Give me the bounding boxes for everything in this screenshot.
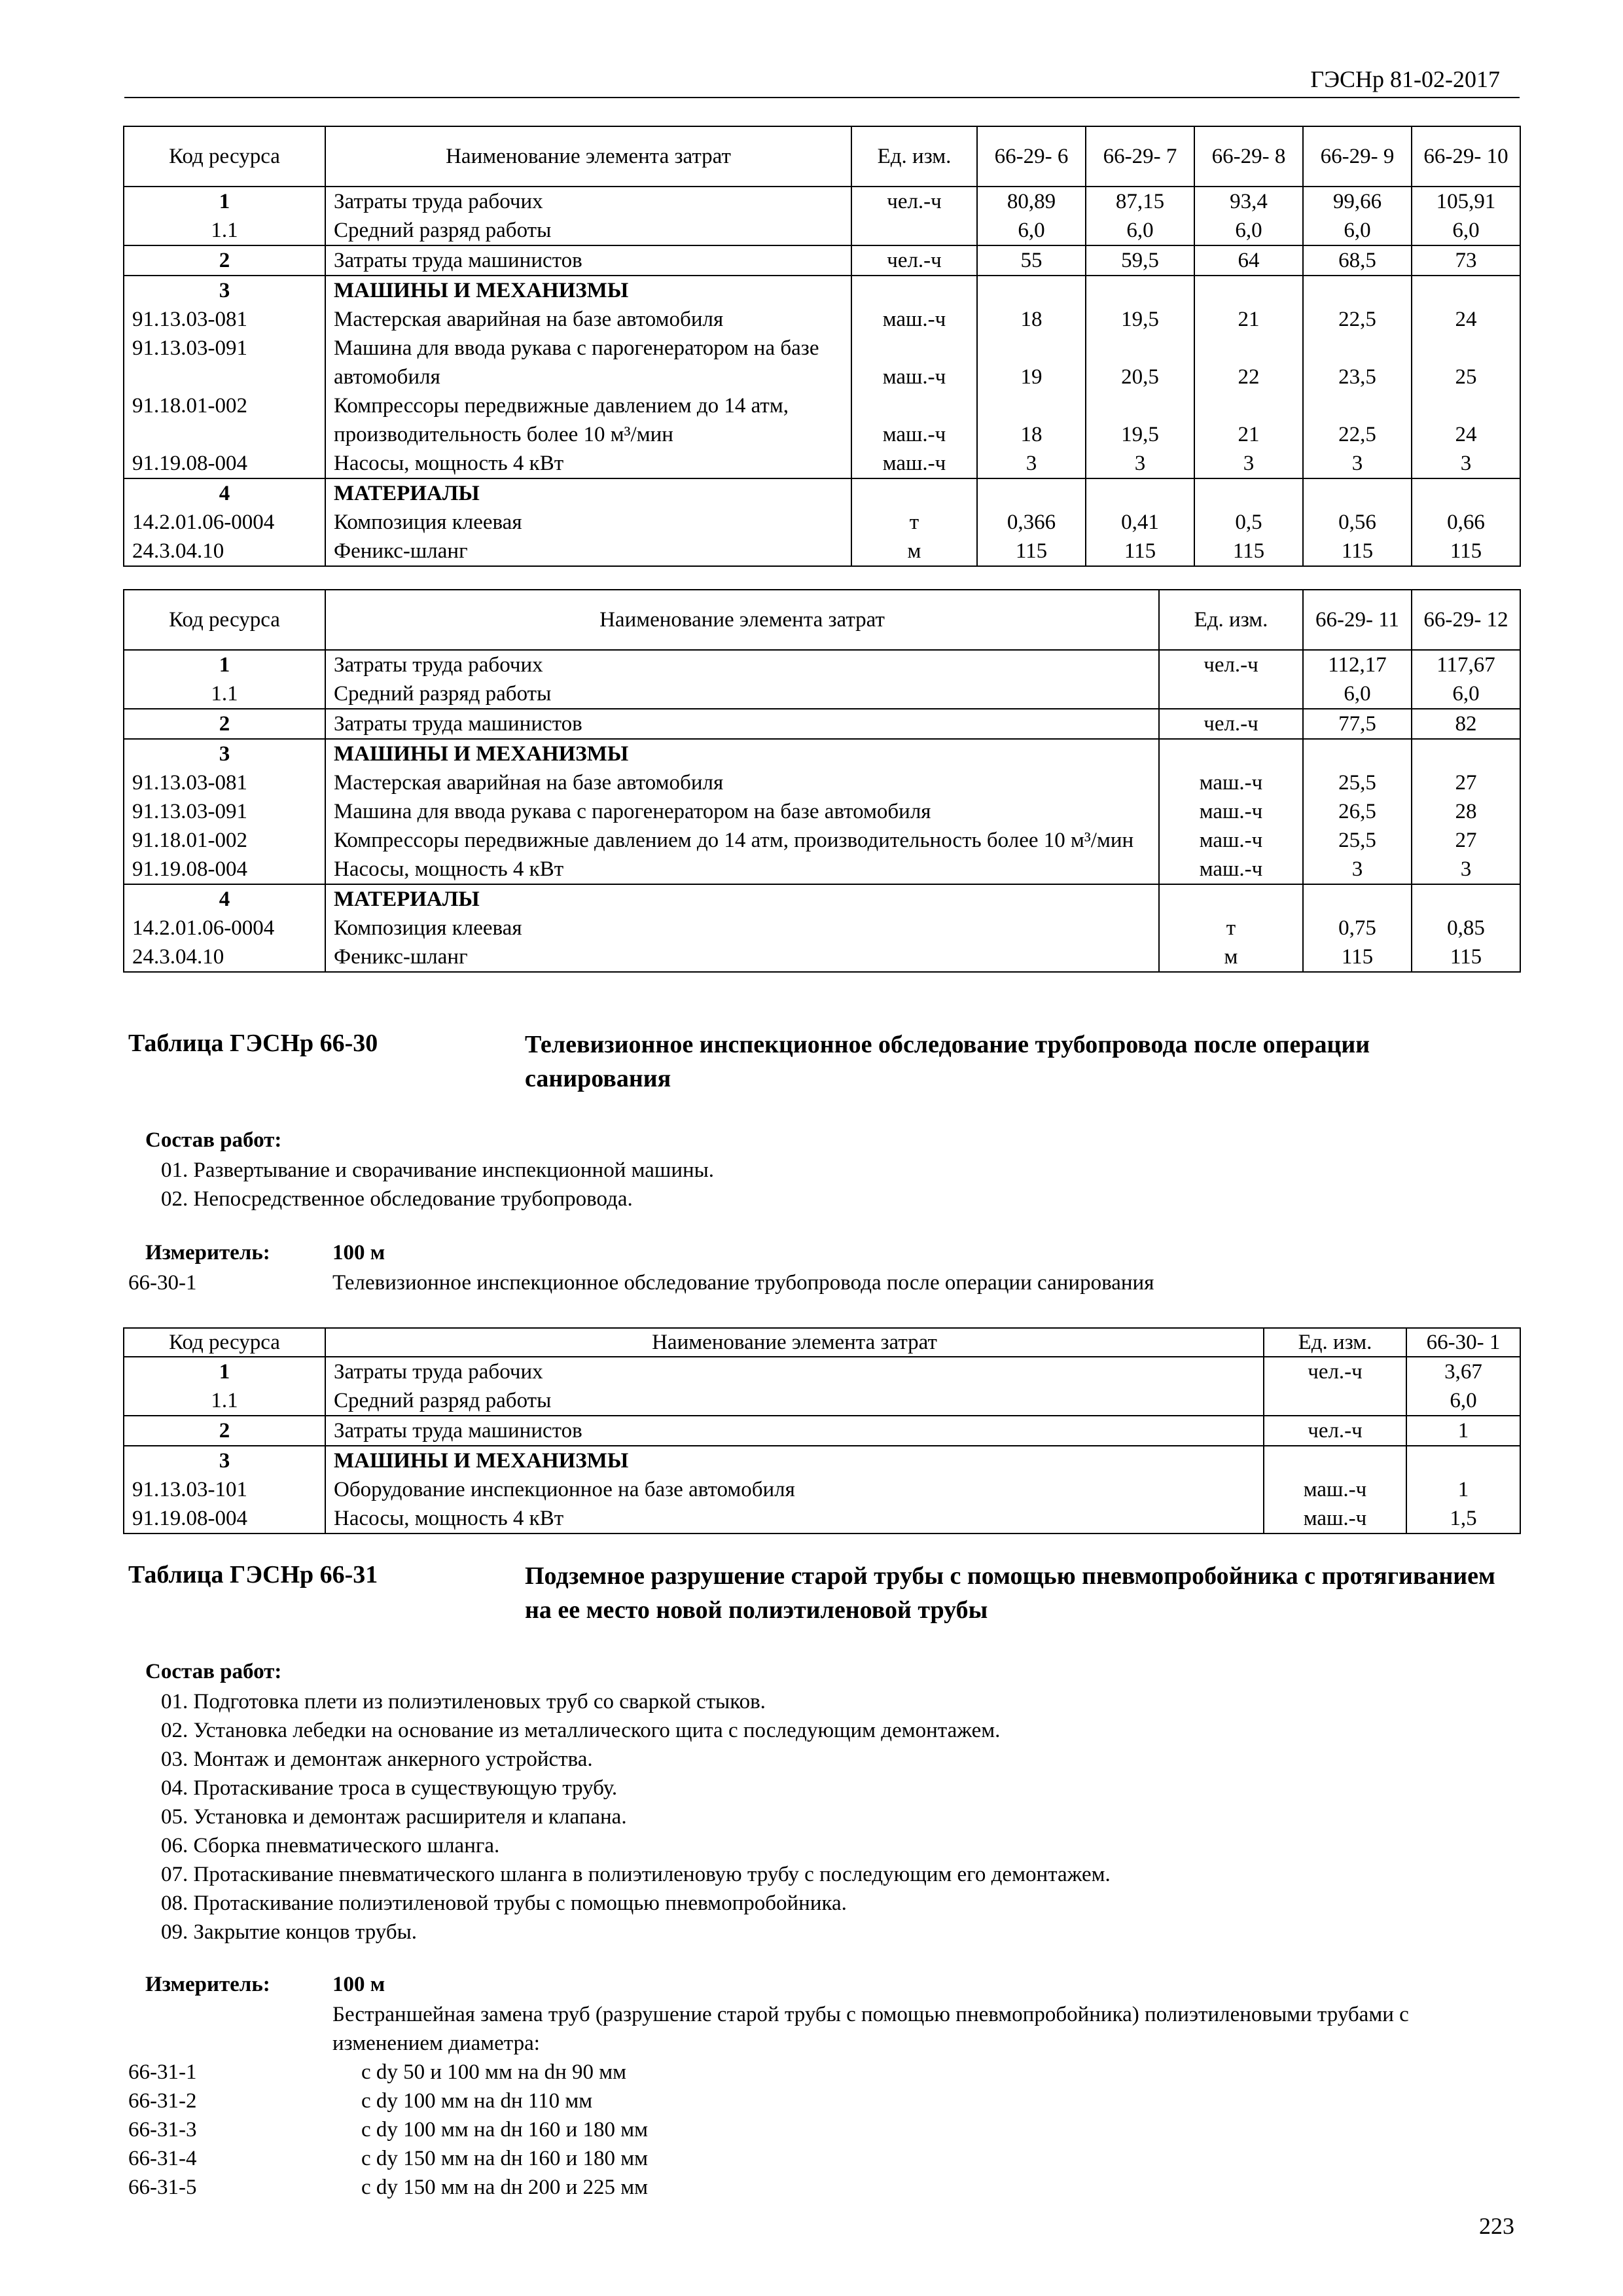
resource-unit [851,216,977,245]
column-header: Код ресурса [124,126,325,187]
table-row [124,914,1520,942]
resource-value: 19,5 [1086,305,1194,334]
resource-value: 64 [1194,245,1303,276]
resource-name: Средний разряд работы [325,216,851,245]
resource-value: 112,17 [1303,650,1412,679]
table-row [124,739,1520,768]
resource-code: 24.3.04.10 [124,942,325,972]
resource-code: 91.18.01-002 [124,391,325,449]
table-row [124,449,1520,478]
list-item [128,2087,1044,2115]
header-rule [124,97,1520,98]
resource-table-66-29-6-10 [123,126,1521,567]
resource-value [1194,478,1303,508]
resource-name: Средний разряд работы [325,1386,1264,1416]
resource-code: 3 [124,739,325,768]
item-code: 66-31-5 [128,2176,197,2199]
resource-unit: м [1159,942,1303,972]
resource-value [1303,276,1412,305]
resource-name: Затраты труда рабочих [325,187,851,216]
work-step: 09. Закрытие концов трубы. [161,1920,418,1944]
resource-value: 87,15 [1086,187,1194,216]
resource-value: 3 [1194,449,1303,478]
meter-desc-66-31: Бестраншейная замена труб (разрушение старой трубы с помощью пневмопробойника) полиэтиленовыми трубами с изменением диаметра: [332,2003,1409,2055]
works-label-66-31: Состав работ: [145,1660,282,1683]
column-header: Наименование элемента затрат [325,126,851,187]
resource-code: 1.1 [124,216,325,245]
resource-code: 4 [124,884,325,914]
resource-value: 115 [1303,942,1412,972]
page-number: 223 [1479,2213,1514,2239]
list-item [128,2115,1044,2144]
resource-code: 91.19.08-004 [124,1504,325,1534]
resource-unit: чел.-ч [1264,1416,1406,1446]
resource-code: 4 [124,478,325,508]
resource-unit [851,478,977,508]
resource-unit: маш.-ч [851,334,977,391]
table-row [124,391,1520,449]
resource-unit [1264,1446,1406,1475]
resource-name: Мастерская аварийная на базе автомобиля [325,305,851,334]
item-code-66-30-1: 66-30-1 [128,1271,197,1295]
resource-value: 23,5 [1303,334,1412,391]
resource-value: 19,5 [1086,391,1194,449]
table-row [124,537,1520,566]
resource-code: 91.19.08-004 [124,449,325,478]
item-code: 66-31-4 [128,2147,197,2170]
resource-value [1406,1446,1520,1475]
column-header: 66-29- 10 [1412,126,1520,187]
work-step: 02. Установка лебедки на основание из металлического щита с последующим демонтажем. [161,1719,1001,1742]
resource-name: Затраты труда машинистов [325,245,851,276]
resource-code: 1 [124,187,325,216]
work-step: 02. Непосредственное обследование трубопровода. [161,1187,633,1211]
resource-name: МАШИНЫ И МЕХАНИЗМЫ [325,276,851,305]
resource-code: 14.2.01.06-0004 [124,508,325,537]
resource-unit: м [851,537,977,566]
resource-unit: маш.-ч [1264,1475,1406,1504]
resource-value: 22 [1194,334,1303,391]
resource-unit: маш.-ч [1159,826,1303,855]
resource-value [1412,478,1520,508]
item-code: 66-31-1 [128,2060,197,2084]
resource-value: 6,0 [977,216,1086,245]
resource-name: Машина для ввода рукава с парогенератором на базе автомобиля [325,797,1159,826]
resource-value: 27 [1412,826,1520,855]
resource-unit: маш.-ч [851,449,977,478]
resource-name: Затраты труда машинистов [325,709,1159,739]
work-step: 01. Подготовка плети из полиэтиленовых труб со сваркой стыков. [161,1690,766,1713]
resource-code: 24.3.04.10 [124,537,325,566]
resource-value: 59,5 [1086,245,1194,276]
table-label-66-30: Таблица ГЭСНр 66-30 [128,1030,378,1057]
column-header: 66-29- 6 [977,126,1086,187]
table-row [124,508,1520,537]
works-list-66-30 [161,1156,714,1213]
resource-name: Насосы, мощность 4 кВт [325,449,851,478]
resource-value: 6,0 [1412,216,1520,245]
resource-code: 91.13.03-081 [124,768,325,797]
meter-label-66-30: Измеритель: [145,1241,270,1265]
table-row [124,768,1520,797]
column-header: 66-29- 12 [1412,590,1520,650]
resource-value: 0,5 [1194,508,1303,537]
column-header: Наименование элемента затрат [325,590,1159,650]
works-label-66-30: Состав работ: [145,1128,282,1152]
list-item [128,2058,1044,2087]
resource-name: Компрессоры передвижные давлением до 14 атм, производительность более 10 м³/мин [325,826,1159,855]
resource-unit: чел.-ч [1159,650,1303,679]
resource-value: 28 [1412,797,1520,826]
resource-value: 25,5 [1303,768,1412,797]
work-step: 07. Протаскивание пневматического шланга в полиэтиленовую трубу с последующим его демонтажем. [161,1863,1111,1886]
resource-unit [1159,739,1303,768]
table-row [124,1357,1520,1386]
resource-value: 3 [977,449,1086,478]
column-header: 66-29- 7 [1086,126,1194,187]
resource-code: 1 [124,1357,325,1386]
resource-value: 99,66 [1303,187,1412,216]
table-row [124,679,1520,709]
resource-value: 19 [977,334,1086,391]
work-step: 06. Сборка пневматического шланга. [161,1834,500,1857]
resource-value: 3 [1412,855,1520,884]
resource-value: 21 [1194,391,1303,449]
section-title-66-31: Подземное разрушение старой трубы с помощью пневмопробойника с протягиванием на ее место новой полиэтиленовой трубы [525,1562,1495,1624]
meter-value-66-31: 100 м [332,1973,385,1996]
resource-value: 26,5 [1303,797,1412,826]
table-row [124,478,1520,508]
resource-unit: чел.-ч [851,187,977,216]
table-row [124,1504,1520,1534]
resource-value: 0,75 [1303,914,1412,942]
resource-name: Компрессоры передвижные давлением до 14 атм, производительность более 10 м³/мин [325,391,851,449]
item-desc: с dy 50 и 100 мм на dн 90 мм [361,2060,627,2084]
column-header: Код ресурса [124,590,325,650]
resource-unit: маш.-ч [1159,768,1303,797]
resource-name: Машина для ввода рукава с парогенератором на базе автомобиля [325,334,851,391]
resource-value [1086,276,1194,305]
resource-code: 91.13.03-101 [124,1475,325,1504]
table-row [124,709,1520,739]
resource-value: 80,89 [977,187,1086,216]
resource-value [1194,276,1303,305]
resource-value: 21 [1194,305,1303,334]
meter-label-66-31: Измеритель: [145,1973,270,1996]
resource-unit: чел.-ч [851,245,977,276]
resource-value: 115 [1086,537,1194,566]
resource-name: МАТЕРИАЛЫ [325,884,1159,914]
table-row [124,884,1520,914]
resource-value [1412,739,1520,768]
resource-value: 20,5 [1086,334,1194,391]
table-row [124,797,1520,826]
resource-value: 6,0 [1303,216,1412,245]
resource-value [1412,276,1520,305]
resource-value: 115 [1412,537,1520,566]
resource-unit [1159,679,1303,709]
resource-value: 0,366 [977,508,1086,537]
resource-table-66-30-1 [123,1327,1521,1534]
resource-unit: т [851,508,977,537]
resource-unit [1264,1386,1406,1416]
resource-value [977,276,1086,305]
item-code: 66-31-2 [128,2089,197,2113]
table-row [124,216,1520,245]
resource-name: Феникс-шланг [325,942,1159,972]
resource-unit: чел.-ч [1159,709,1303,739]
resource-value: 3 [1412,449,1520,478]
resource-value: 0,85 [1412,914,1520,942]
resource-name: Композиция клеевая [325,508,851,537]
resource-unit: маш.-ч [1264,1504,1406,1534]
table-row [124,650,1520,679]
resource-name: Феникс-шланг [325,537,851,566]
section-title-66-30: Телевизионное инспекционное обследование трубопровода после операции санирования [525,1031,1370,1092]
table-row [124,1475,1520,1504]
resource-code: 1 [124,650,325,679]
resource-value [1303,884,1412,914]
resource-value: 25 [1412,334,1520,391]
column-header: 66-29- 11 [1303,590,1412,650]
resource-name: Затраты труда рабочих [325,1357,1264,1386]
resource-value: 25,5 [1303,826,1412,855]
resource-unit: чел.-ч [1264,1357,1406,1386]
table-row [124,1446,1520,1475]
resource-value: 27 [1412,768,1520,797]
resource-code: 1.1 [124,679,325,709]
resource-code: 91.18.01-002 [124,826,325,855]
resource-value: 0,41 [1086,508,1194,537]
resource-value: 0,56 [1303,508,1412,537]
resource-value: 82 [1412,709,1520,739]
resource-value: 22,5 [1303,391,1412,449]
resource-value: 1,5 [1406,1504,1520,1534]
resource-code: 2 [124,245,325,276]
column-header: Наименование элемента затрат [325,1328,1264,1357]
resource-unit [1159,884,1303,914]
resource-unit: маш.-ч [1159,855,1303,884]
table-row [124,826,1520,855]
resource-unit: маш.-ч [1159,797,1303,826]
resource-name: Насосы, мощность 4 кВт [325,1504,1264,1534]
resource-name: Оборудование инспекционное на базе автомобиля [325,1475,1264,1504]
resource-code: 91.13.03-091 [124,797,325,826]
item-desc: с dy 100 мм на dн 110 мм [361,2089,593,2113]
work-step: 08. Протаскивание полиэтиленовой трубы с помощью пневмопробойника. [161,1892,847,1915]
document-code: ГЭСНр 81-02-2017 [1310,66,1500,92]
resource-value: 115 [977,537,1086,566]
resource-value [1303,739,1412,768]
resource-value: 3 [1303,449,1412,478]
resource-value: 68,5 [1303,245,1412,276]
resource-name: Средний разряд работы [325,679,1159,709]
resource-value: 24 [1412,391,1520,449]
resource-value: 55 [977,245,1086,276]
table-row [124,245,1520,276]
resource-value: 1 [1406,1475,1520,1504]
resource-name: МАШИНЫ И МЕХАНИЗМЫ [325,739,1159,768]
column-header: 66-29- 9 [1303,126,1412,187]
resource-unit: маш.-ч [851,305,977,334]
item-desc: с dy 150 мм на dн 160 и 180 мм [361,2147,649,2170]
resource-name: Затраты труда рабочих [325,650,1159,679]
resource-value [977,478,1086,508]
resource-name: Насосы, мощность 4 кВт [325,855,1159,884]
resource-code: 3 [124,1446,325,1475]
resource-unit: маш.-ч [851,391,977,449]
table-row [124,305,1520,334]
list-item [128,2173,1044,2202]
list-item [128,2144,1044,2173]
column-header: Код ресурса [124,1328,325,1357]
resource-value: 115 [1412,942,1520,972]
meter-value-66-30: 100 м [332,1241,385,1265]
resource-value: 1 [1406,1416,1520,1446]
item-code: 66-31-3 [128,2118,197,2142]
resource-code: 2 [124,1416,325,1446]
resource-value: 18 [977,391,1086,449]
resource-unit: т [1159,914,1303,942]
resource-name: МАТЕРИАЛЫ [325,478,851,508]
table-label-66-31: Таблица ГЭСНр 66-31 [128,1561,378,1588]
table-row [124,942,1520,972]
resource-value: 115 [1303,537,1412,566]
resource-value: 117,67 [1412,650,1520,679]
resource-value: 73 [1412,245,1520,276]
resource-table-66-29-11-12 [123,589,1521,973]
resource-code: 3 [124,276,325,305]
works-list-66-31 [161,1687,1111,1946]
resource-code: 91.13.03-081 [124,305,325,334]
work-step: 03. Монтаж и демонтаж анкерного устройства. [161,1748,593,1771]
column-header: Ед. изм. [1159,590,1303,650]
resource-value: 105,91 [1412,187,1520,216]
table-row [124,276,1520,305]
item-desc-66-30-1: Телевизионное инспекционное обследование трубопровода после операции санирования [332,1271,1154,1295]
resource-value: 6,0 [1406,1386,1520,1416]
column-header: Ед. изм. [851,126,977,187]
resource-value [1086,478,1194,508]
resource-code: 14.2.01.06-0004 [124,914,325,942]
resource-value: 93,4 [1194,187,1303,216]
resource-code: 91.19.08-004 [124,855,325,884]
resource-value: 3 [1086,449,1194,478]
resource-value: 6,0 [1412,679,1520,709]
table-row [124,334,1520,391]
resource-value: 3 [1303,855,1412,884]
column-header: 66-30- 1 [1406,1328,1520,1357]
resource-code: 1.1 [124,1386,325,1416]
resource-name: МАШИНЫ И МЕХАНИЗМЫ [325,1446,1264,1475]
table-row [124,855,1520,884]
column-header: Ед. изм. [1264,1328,1406,1357]
work-step: 05. Установка и демонтаж расширителя и клапана. [161,1805,627,1829]
work-step: 01. Развертывание и сворачивание инспекционной машины. [161,1158,715,1182]
resource-value: 6,0 [1194,216,1303,245]
table-row [124,1416,1520,1446]
resource-value: 24 [1412,305,1520,334]
resource-value: 3,67 [1406,1357,1520,1386]
item-desc: с dy 150 мм на dн 200 и 225 мм [361,2176,649,2199]
resource-name: Мастерская аварийная на базе автомобиля [325,768,1159,797]
table-row [124,1386,1520,1416]
resource-name: Затраты труда машинистов [325,1416,1264,1446]
resource-name: Композиция клеевая [325,914,1159,942]
resource-value: 115 [1194,537,1303,566]
resource-value [1412,884,1520,914]
work-step: 04. Протаскивание троса в существующую трубу. [161,1776,618,1800]
resource-value: 6,0 [1303,679,1412,709]
resource-value: 0,66 [1412,508,1520,537]
table-row [124,187,1520,216]
resource-value: 22,5 [1303,305,1412,334]
column-header: 66-29- 8 [1194,126,1303,187]
resource-code: 91.13.03-091 [124,334,325,391]
resource-code: 2 [124,709,325,739]
resource-value: 18 [977,305,1086,334]
resource-value: 77,5 [1303,709,1412,739]
resource-value: 6,0 [1086,216,1194,245]
item-desc: с dy 100 мм на dн 160 и 180 мм [361,2118,649,2142]
resource-value [1303,478,1412,508]
items-list-66-31 [128,2058,1044,2202]
resource-unit [851,276,977,305]
